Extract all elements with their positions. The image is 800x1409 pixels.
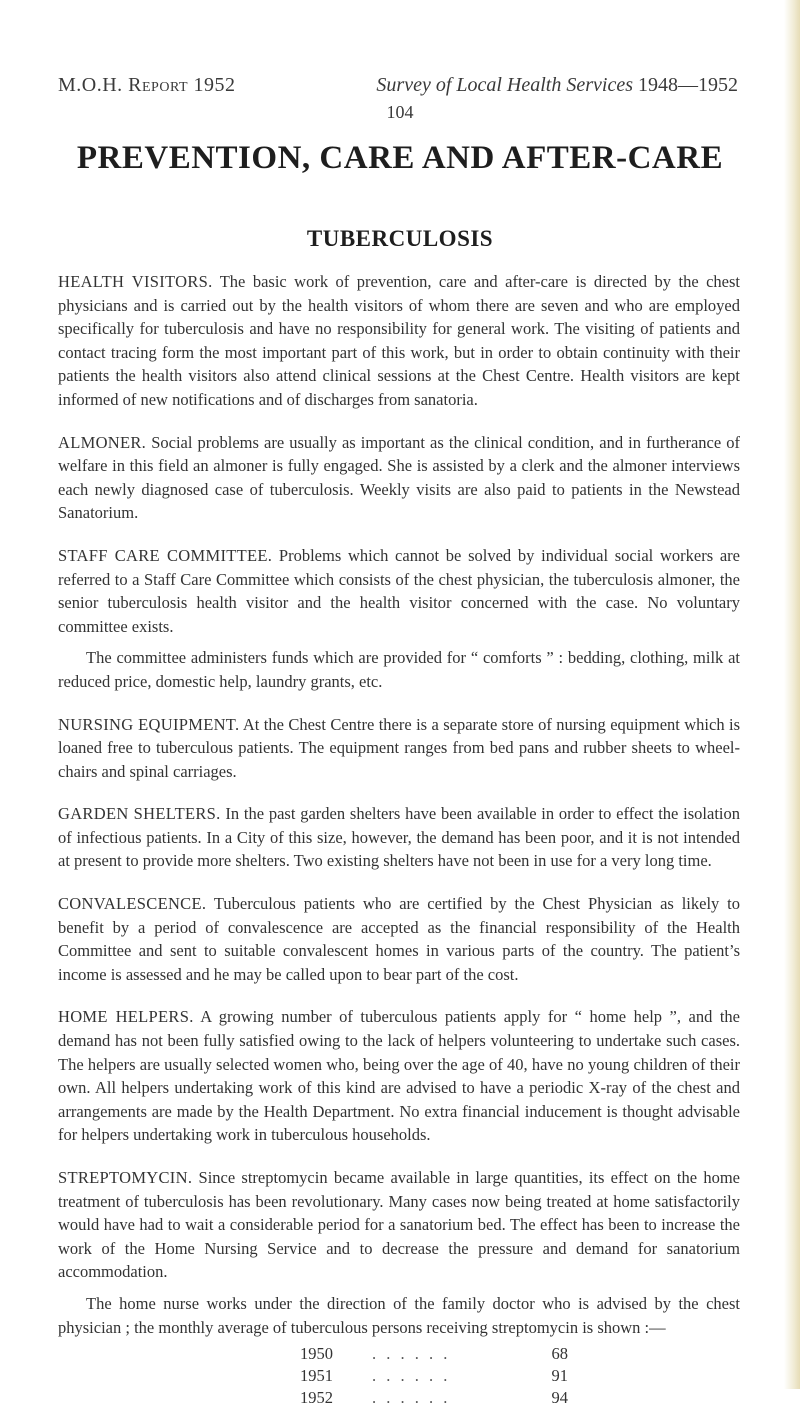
year-cell: 1951: [300, 1366, 333, 1386]
paragraph-text: At the Chest Centre there is a separate store of nursing equipment which is loaned free to tuberculous patients. The equipment ranges from bed pans and rubber sheets to wheel-chairs and spinal carriages.: [58, 714, 740, 781]
value-cell: 91: [551, 1366, 568, 1386]
table-row: [300, 1365, 568, 1387]
paragraph-text: A growing number of tuberculous patients apply for “ home help ”, and the demand has not been fully satisfied owing to the lack of helpers volunteering to undertake such cases. The helpers are usually selected women who, being over the age of 40, have no young children of their own. All helpers undertaking work of this kind are advised to have a periodic X-ray of the chest and arrangements are made by the Health Department. No extra financial inducement is thought advisable for helpers undertaking work in tuberculous households.: [58, 1007, 740, 1145]
body-text: [58, 270, 740, 1409]
dot-leader: . . . . . .: [372, 1344, 451, 1364]
paragraph-convalescence: [58, 892, 740, 986]
paragraph-staff-care-committee: [58, 544, 740, 638]
paragraph-heading: NURSING EQUIPMENT.: [58, 714, 240, 734]
page-title: PREVENTION, CARE AND AFTER-CARE: [76, 140, 724, 176]
paragraph-heading: STREPTOMYCIN.: [58, 1168, 193, 1187]
page-number: 104: [386, 102, 414, 122]
paragraph-health-visitors: [58, 270, 740, 412]
paragraph-text: In the past garden shelters have been available in order to effect the isolation of infectious patients. In a City of this size, however, the demand has been poor, and it is not intended at present to provide more shelters. Two existing shelters have not been in use for a very long time.: [58, 804, 740, 871]
paragraph-heading: GARDEN SHELTERS.: [58, 804, 221, 824]
paragraph-heading: ALMONER.: [58, 432, 147, 452]
paragraph-streptomycin: [58, 1166, 740, 1284]
dot-leader: . . . . . .: [372, 1366, 451, 1386]
paragraph-heading: CONVALESCENCE.: [58, 894, 207, 914]
paragraph-home-nurse: The home nurse works under the direction of the family doctor who is advised by the chest physician ; the monthly average of tuberculous persons receiving streptomycin is shown :—: [58, 1293, 740, 1337]
paragraph-text: Problems which cannot be solved by individual social workers are referred to a Staff Care Committee which consists of the chest physician, the tuberculosis almoner, the senior tuberculosis health visitor and the health visitor concerned with the case. No voluntary committee exists.: [58, 545, 740, 636]
streptomycin-table: [300, 1343, 568, 1409]
paragraph-nursing-equipment: [58, 713, 740, 784]
year-cell: 1952: [300, 1388, 333, 1408]
paragraph-text: Social problems are usually as important as the clinical condition, and in furtherance of welfare in this field an almoner is fully engaged. She is assisted by a clerk and the almoner interviews each newly diagnosed case of tuberculosis. Weekly visits are also paid to patients in the Newstead Sanatorium.: [58, 432, 741, 523]
paragraph-heading: STAFF CARE COMMITTEE.: [58, 545, 273, 565]
table-row: [300, 1387, 568, 1409]
page-edge-shadow: [784, 0, 800, 1389]
section-title: TUBERCULOSIS: [306, 226, 494, 251]
value-cell: 94: [551, 1388, 568, 1408]
table-row: [300, 1343, 568, 1365]
survey-title: [376, 74, 738, 97]
survey-years: 1948—1952: [638, 74, 738, 96]
dot-leader: . . . . . .: [372, 1388, 451, 1408]
paragraph-home-helpers: [58, 1005, 740, 1147]
paragraph-committee-funds: The committee administers funds which are provided for “ comforts ” : bedding, clothing, milk at reduced price, domestic help, laundry grants, etc.: [58, 648, 740, 691]
report-title: M.O.H. Report 1952: [58, 74, 236, 96]
paragraph-garden-shelters: [58, 802, 740, 873]
year-cell: 1950: [300, 1344, 333, 1364]
paragraph-text: Tuberculous patients who are certified by the Chest Physician as likely to benefit by a period of convalescence are accepted as the financial responsibility of the Health Committee and sent to suitable convalescent homes in various parts of the country. The patient’s income is assessed and he may be called upon to bear part of the cost.: [58, 894, 741, 984]
value-cell: 68: [551, 1344, 568, 1364]
paragraph-almoner: [58, 431, 740, 525]
paragraph-text: Since streptomycin became available in large quantities, its effect on the home treatment of tuberculosis has been revolutionary. Many cases now being treated at home satisfactorily would have had to wait a considerable period for a sanatorium bed. The effect has been to increase the work of the Home Nursing Service and to decrease the pressure and demand for sanatorium accommodation.: [58, 1168, 740, 1282]
paragraph-text: The basic work of prevention, care and after-care is directed by the chest physicians and is carried out by the health visitors of whom there are seven and who are employed specifically for tuberculosis and have no responsibility for general work. The visiting of patients and contact tracing form the most important part of this work, but in order to obtain continuity with their patients the health visitors also attend clinical sessions at the Chest Centre. Health visitors are kept informed of new notifications and of discharges from sanatoria.: [58, 272, 741, 409]
paragraph-heading: HEALTH VISITORS.: [58, 272, 213, 291]
survey-title-italic: Survey of Local Health Services: [376, 74, 633, 96]
paragraph-heading: HOME HELPERS.: [58, 1007, 194, 1027]
